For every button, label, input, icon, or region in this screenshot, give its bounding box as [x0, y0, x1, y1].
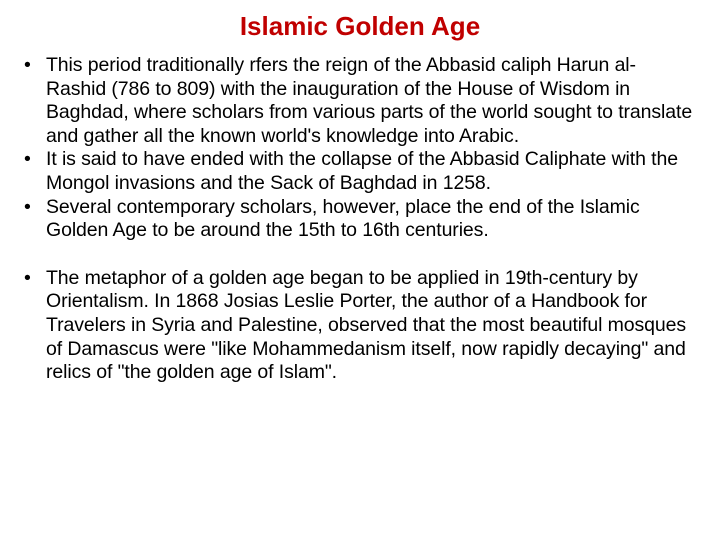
bullet-list	[24, 54, 696, 385]
bullet-item	[24, 148, 696, 195]
bullet-item	[24, 54, 696, 148]
bullet-text: This period traditionally rfers the reign of the Abbasid caliph Harun al-Rashid (786 to 809) with the inauguration of the House of Wisdom in Baghdad, where scholars from various parts of the world sought to translate and gather all the known world's knowledge into Arabic.	[46, 54, 693, 147]
bullet-dot-icon: •	[24, 266, 31, 289]
bullet-text: It is said to have ended with the collapse of the Abbasid Caliphate with the Mongol invasions and the Sack of Baghdad in 1258.	[46, 148, 678, 194]
bullet-text: Several contemporary scholars, however, place the end of the Islamic Golden Age to be around the 15th to 16th centuries.	[46, 195, 640, 242]
bullet-text: The metaphor of a golden age began to be applied in 19th-century by Orientalism. In 1868 Josias Leslie Porter, the author of a Handbook for Travelers in Syria and Palestine, observed that the most beautiful mosques of Damascus were "like Mohammedanism itself, now rapidly decaying" and relics of "the golden age of Islam".	[46, 266, 687, 384]
bullet-dot-icon: •	[24, 54, 31, 76]
bullet-dot-icon: •	[24, 148, 31, 171]
bullet-item	[24, 267, 696, 385]
bullet-dot-icon: •	[24, 195, 31, 218]
bullet-item	[24, 196, 696, 243]
slide-title: Islamic Golden Age	[239, 11, 481, 41]
